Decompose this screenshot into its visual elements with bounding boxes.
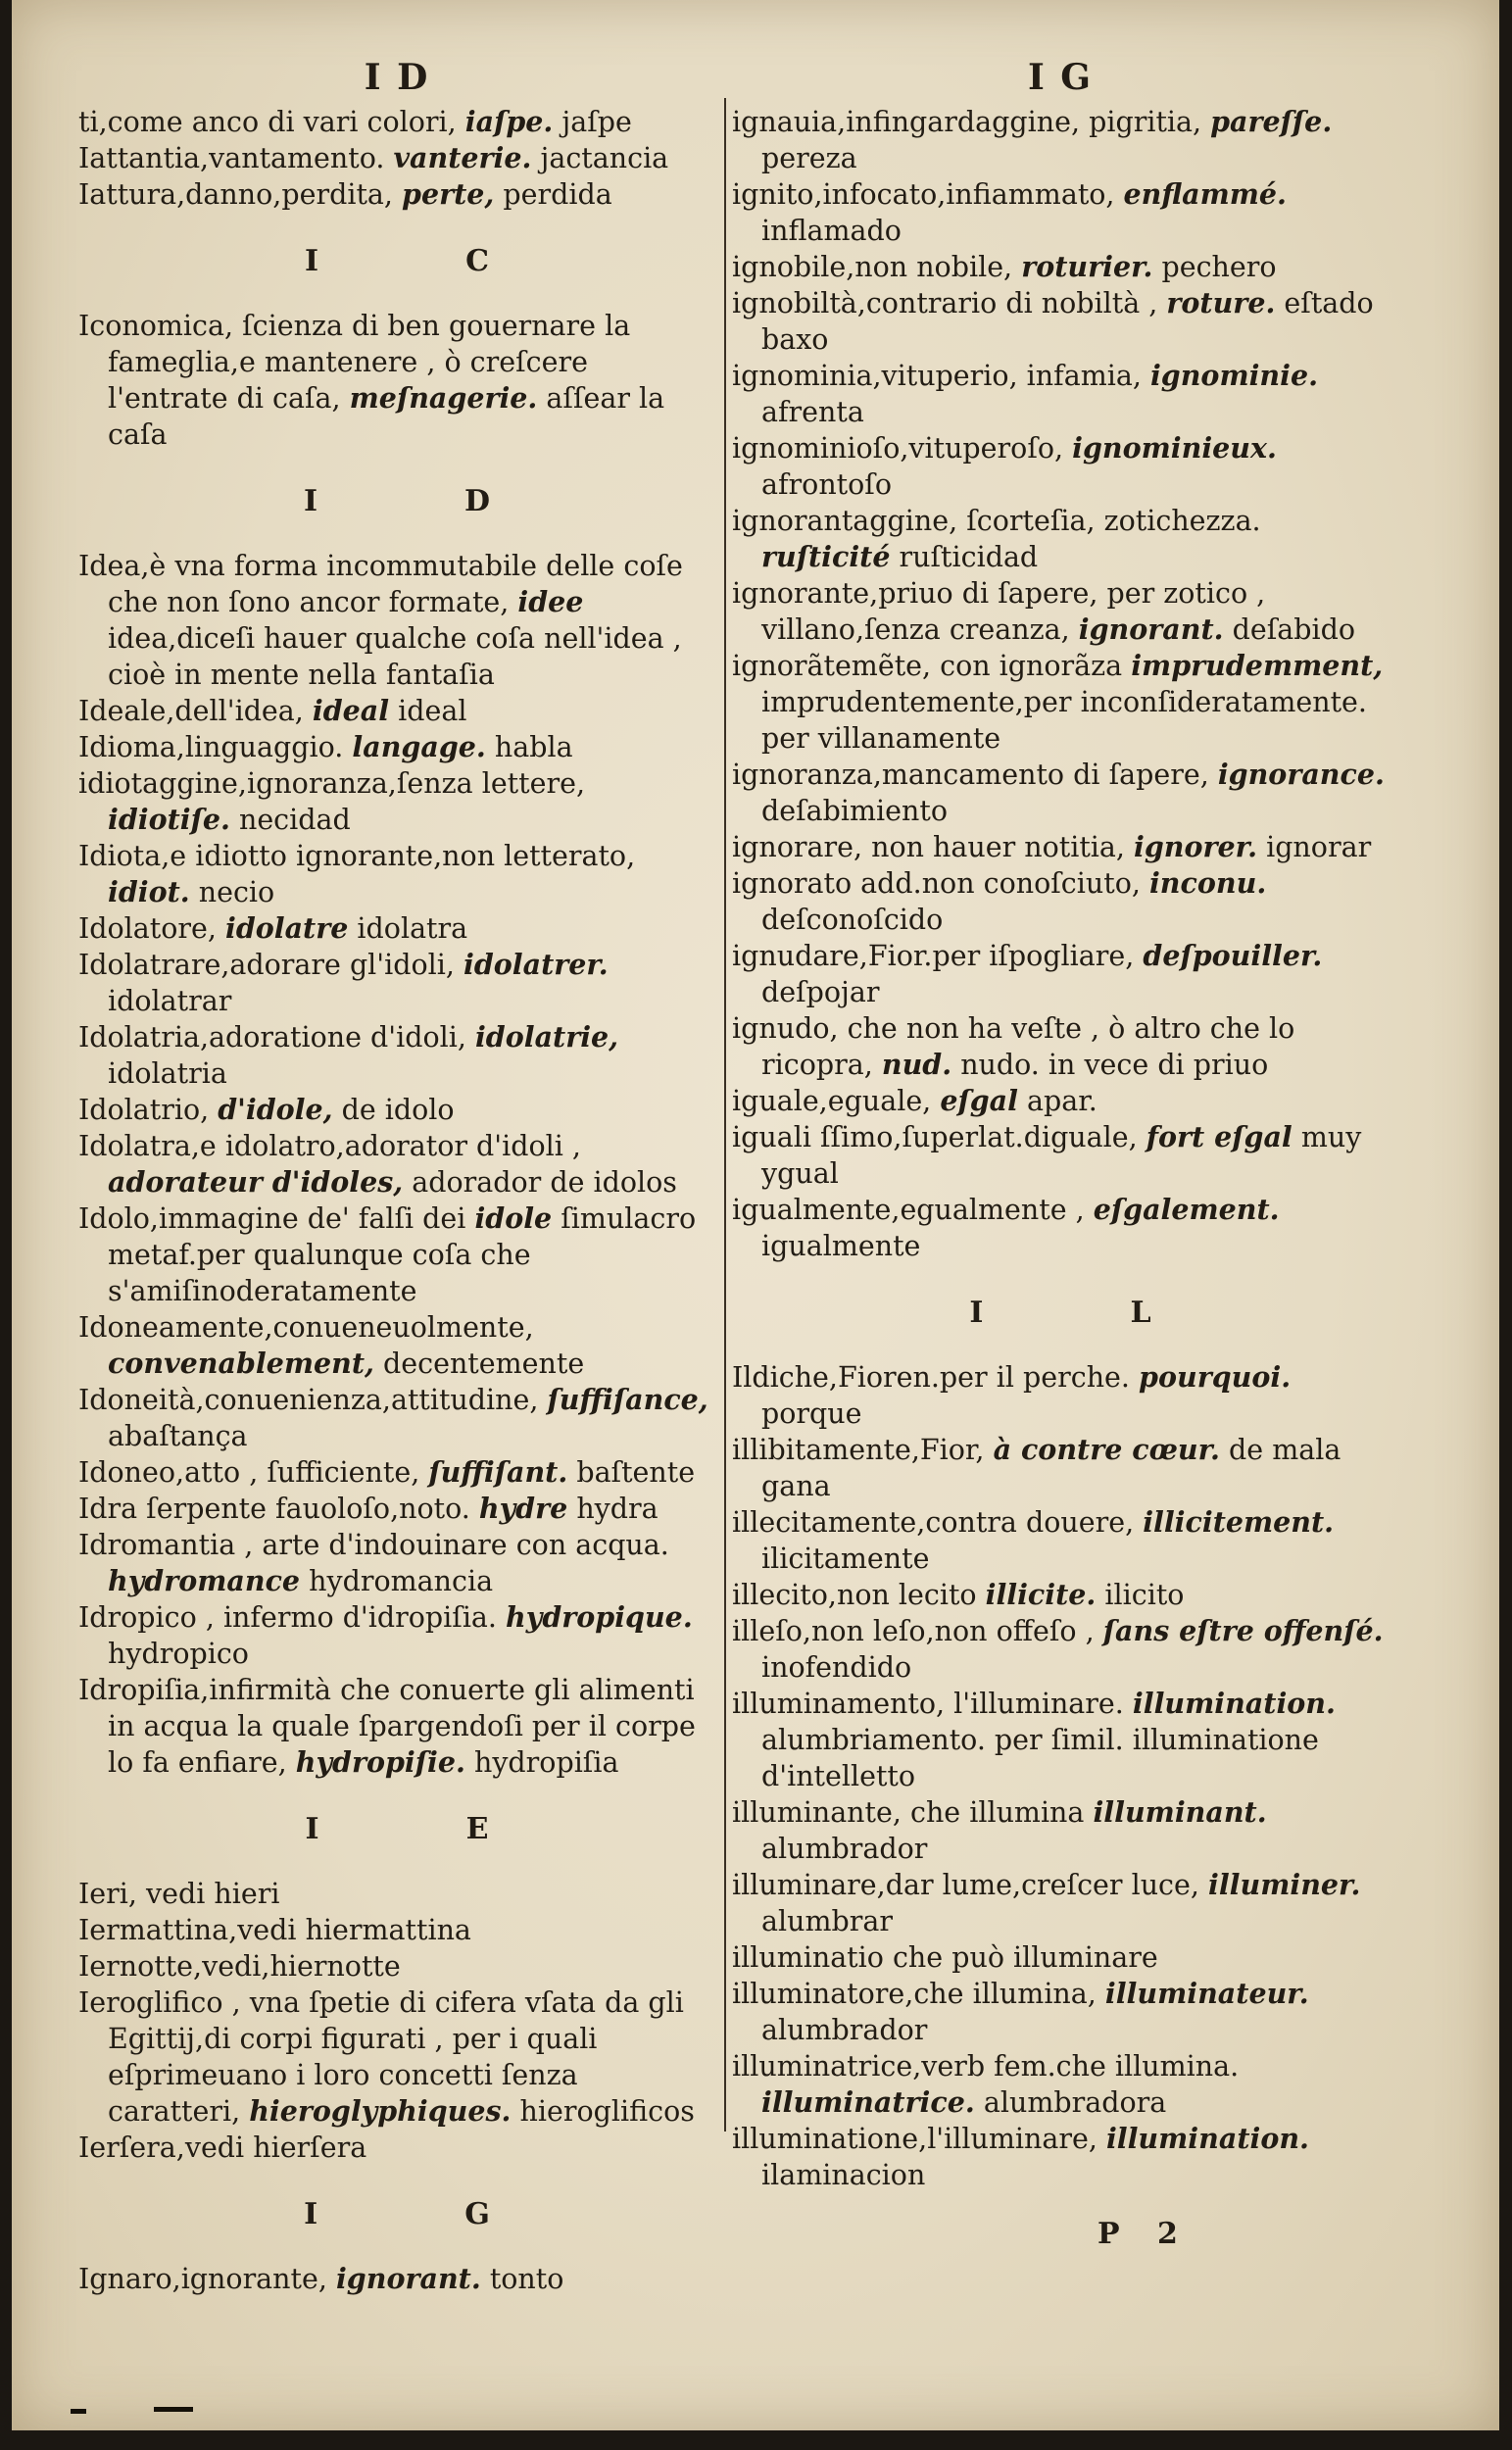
italian-definition: ignito,infocato,infiammato, [732,178,1124,211]
italian-definition: Idromantia , arte d'indouinare con acqua. [78,1529,669,1561]
french-equivalent: idolatre [225,911,349,945]
dictionary-entry [78,1491,715,1527]
section-heading [78,1812,715,1846]
french-equivalent: eſgal [940,1084,1018,1117]
italian-definition: Idioma,linguaggio. [78,731,353,763]
spanish-equivalent: idolatrar [108,985,232,1017]
dictionary-entry [732,648,1389,757]
french-equivalent: illicite. [985,1578,1097,1611]
section-heading [732,1296,1389,1330]
italian-definition: ignudo, che non ha veſte , ò altro che lo ricopra, [732,1012,1295,1081]
french-equivalent: iaſpe. [464,105,554,138]
spanish-equivalent: jactancia [531,142,669,174]
dictionary-entry [78,1382,715,1454]
italian-definition: Idea,è vna forma incommutabile delle coſe che non ſono ancor formate, [78,550,683,618]
italian-definition: Idolatrare,adorare gl'idoli, [78,949,464,981]
dictionary-entry [78,910,715,947]
french-equivalent: idolatrie, [474,1020,619,1054]
dictionary-entry [732,1577,1389,1613]
italian-definition: Idropico , infermo d'idropiſia. [78,1601,507,1634]
dictionary-entry [78,176,715,213]
italian-definition: Idolatrio, [78,1094,219,1126]
italian-definition: Idoneo,atto , ſufficiente, [78,1456,429,1489]
italian-definition: ti,come anco di vari colori, [78,106,465,138]
italian-definition: ignorare, non hauer notitia, [732,831,1135,863]
spanish-equivalent: ruſticidad [890,541,1039,573]
dictionary-entry [732,1359,1389,1432]
dictionary-entry [732,1010,1389,1083]
spanish-equivalent: idolatria [108,1057,227,1090]
dictionary-entry [78,1984,715,2130]
signature-mark: P 2 [1097,2217,1192,2251]
dictionary-entry [732,1613,1389,1686]
spanish-equivalent: ilicito [1096,1579,1185,1611]
italian-definition: illuminatione,l'illuminare, [732,2123,1106,2155]
french-equivalent: meſnagerie. [349,381,538,415]
dictionary-entry [732,1432,1389,1504]
spanish-equivalent: idolatra [348,912,468,945]
italian-definition: ignorãtemẽte, con ignorãza [732,650,1132,682]
italian-definition: ignudare,Fior.per iſpogliare, [732,940,1144,972]
spanish-equivalent: inflamado [761,215,902,247]
dictionary-entry [78,1092,715,1128]
french-equivalent: eſgalement. [1093,1193,1280,1226]
spanish-equivalent: perdida [494,178,612,211]
spanish-equivalent: inofendido [761,1651,912,1684]
dictionary-entry [78,838,715,910]
dictionary-entry [78,2261,715,2297]
french-equivalent: idole [474,1201,553,1235]
dictionary-entry [732,1976,1389,2048]
spanish-equivalent: baſtente [567,1456,696,1489]
spanish-equivalent: pereza [761,142,857,174]
dictionary-entry [732,757,1389,829]
spanish-equivalent: aſſear la caſa [108,382,665,451]
italian-definition: Ildiche,Fioren.per il perche. [732,1361,1140,1394]
french-equivalent: vanterie. [393,141,532,174]
italian-definition: Idra ſerpente fauoloſo,noto. [78,1493,479,1525]
section-letter: I [303,484,318,518]
italian-definition: Idiota,e idiotto ignorante,non letterato, [78,840,636,872]
left-column [78,57,715,2297]
italian-definition: illuminatrice,verb fem.che illumina. [732,2050,1240,2082]
spanish-equivalent: tonto [480,2263,564,2295]
italian-definition: illuminamento, l'illuminare. [732,1688,1133,1720]
spanish-equivalent: porque [761,1397,862,1430]
dictionary-entry [78,1019,715,1092]
section-letter: I [969,1296,984,1330]
italian-definition: Idoneità,conuenienza,attitudine, [78,1384,548,1416]
section-letter: D [464,484,491,518]
french-equivalent: illuminateur. [1104,1977,1309,2010]
dictionary-entry [732,358,1389,430]
french-equivalent: à contre cœur. [993,1433,1220,1466]
spanish-equivalent: deſabido [1223,613,1356,646]
italian-definition: idiotaggine,ignoranza,ſenza lettere, [78,767,586,800]
italian-definition: Iermattina,vedi hiermattina [78,1914,471,1946]
italian-definition: ignorantaggine, ſcorteſia, zotichezza. [732,505,1261,537]
dictionary-entry [732,430,1389,503]
section-heading [78,244,715,278]
italian-definition: Ieri, vedi hieri [78,1878,280,1910]
section-heading [78,484,715,518]
spanish-equivalent: abaſtança [108,1420,248,1452]
french-equivalent: illumination. [1132,1687,1336,1720]
french-equivalent: fort eſgal [1146,1120,1293,1153]
italian-definition: Ieroglifico , vna ſpetie di cifera vſata da gli Egittij,di corpi figurati , per i quali eſprimeuano i loro concetti ſenza caratteri, [78,1986,684,2128]
italian-definition: ignobiltà,contrario di nobiltà , [732,287,1167,319]
italian-definition: iguali ſſimo,ſuperlat.diguale, [732,1121,1146,1153]
italian-definition: ignominioſo,vituperoſo, [732,432,1073,465]
french-equivalent: nud. [881,1048,952,1081]
dictionary-entry [732,829,1389,865]
left-running-head: I D [364,57,430,98]
french-equivalent: illuminant. [1093,1795,1267,1829]
spanish-equivalent: igualmente [761,1230,921,1262]
french-equivalent: ſuffiſant. [428,1455,568,1489]
italian-definition: illeſo,non leſo,non offeſo , [732,1615,1103,1647]
italian-definition: Idoneamente,conueneuolmente, [78,1311,534,1344]
french-equivalent: enflammé. [1123,177,1287,211]
section-letter: I [304,2197,318,2231]
italian-definition: Iattura,danno,perdita, [78,178,403,211]
french-equivalent: adorateur d'idoles, [108,1165,404,1199]
french-equivalent: ignorer. [1134,830,1258,863]
spanish-equivalent: hieroglificos [511,2095,695,2128]
spanish-equivalent: nudo. in vece di priuo [951,1049,1269,1081]
french-equivalent: ſuffiſance, [547,1383,708,1416]
italian-definition: illuminatio che può illuminare [732,1941,1158,1974]
french-equivalent: ignominieux. [1072,431,1277,465]
dictionary-entry [78,1309,715,1382]
dictionary-entry [732,1794,1389,1867]
french-equivalent: illuminatrice. [761,2085,975,2119]
spanish-equivalent: pechero [1152,251,1277,283]
dictionary-entry [78,947,715,1019]
dictionary-entry [732,249,1389,285]
dictionary-entry [78,308,715,453]
french-equivalent: roture. [1166,286,1276,319]
section-letter: L [1130,1296,1151,1330]
spanish-equivalent: alumbrador [761,2014,928,2046]
french-equivalent: hydropique. [506,1600,693,1634]
french-equivalent: langage. [352,730,486,763]
italian-definition: illibitamente,Fior, [732,1434,994,1466]
spanish-equivalent: de idolo [332,1094,455,1126]
french-equivalent: ruſticité [761,540,891,573]
spanish-equivalent: alumbriamento. per ſimil. illuminatione d'intelletto [761,1724,1319,1792]
dictionary-entry [732,938,1389,1010]
french-equivalent: convenablement, [108,1347,374,1380]
dictionary-entry [78,1128,715,1200]
italian-definition: Idolatria,adoratione d'idoli, [78,1021,475,1054]
italian-definition: Ignaro,ignorante, [78,2263,336,2295]
spanish-equivalent: decentemente [373,1348,585,1380]
dictionary-entry [732,1119,1389,1192]
italian-definition: Iernotte,vedi,hiernotte [78,1950,401,1983]
dictionary-entry [732,503,1389,575]
dictionary-entry [78,1527,715,1599]
spanish-equivalent: deſpojar [761,976,880,1008]
spanish-equivalent: de mala gana [761,1434,1341,1502]
french-equivalent: ignorant. [335,2262,481,2295]
french-equivalent: ideal [312,694,390,727]
italian-definition: Ierſera,vedi hierſera [78,2132,367,2164]
spanish-equivalent: alumbrar [761,1905,893,1937]
left-entries [78,104,715,2297]
spanish-equivalent: ignorar [1257,831,1372,863]
spanish-equivalent: deſconoſcido [761,904,944,936]
right-entries [732,104,1389,2193]
french-equivalent: ignominie. [1149,359,1319,392]
spanish-equivalent: jaſpe [553,106,632,138]
spanish-equivalent: hydra [567,1493,658,1525]
spanish-equivalent: alumbradora [974,2086,1167,2119]
italian-definition: illuminatore,che illumina, [732,1978,1105,2010]
french-equivalent: ignorant. [1078,612,1224,646]
section-letter: C [465,244,489,278]
dictionary-entry [78,693,715,729]
spanish-equivalent: ideal [389,695,467,727]
dictionary-entry [78,1948,715,1984]
french-equivalent: hieroglyphiques. [249,2094,512,2128]
dictionary-page [12,0,1499,2430]
dictionary-entry [732,1192,1389,1264]
french-equivalent: idolatrer. [463,948,609,981]
dictionary-entry [78,765,715,838]
french-equivalent: illuminer. [1208,1868,1361,1901]
italian-definition: Iattantia,vantamento. [78,142,394,174]
dictionary-entry [732,865,1389,938]
right-running-head: I G [1027,57,1094,98]
french-equivalent: illumination. [1105,2122,1309,2155]
italian-definition: ignorato add.non conoſciuto, [732,867,1149,900]
spanish-equivalent: ſimulacro metaf.per qualunque coſa che s'amiſinoderatamente [108,1202,697,1307]
french-equivalent: hydre [478,1492,568,1525]
italian-definition: illuminare,dar lume,creſcer luce, [732,1869,1209,1901]
section-letter: G [464,2197,490,2231]
french-equivalent: inconu. [1148,866,1267,900]
spanish-equivalent: adorador de idolos [403,1166,677,1199]
dictionary-entry [78,1454,715,1491]
spanish-equivalent: necio [189,876,275,908]
spanish-equivalent: afrenta [761,396,864,428]
spanish-equivalent: apar. [1017,1085,1097,1117]
dictionary-entry [78,1200,715,1309]
spanish-equivalent: hydropiſia [464,1746,619,1779]
spanish-equivalent: eſtado baxo [761,287,1374,356]
spanish-equivalent: idea,diceſi hauer qualche coſa nell'idea , cioè in mente nella fantaſia [108,622,682,691]
dictionary-entry [732,1686,1389,1794]
italian-definition: Idropiſia,infirmità che conuerte gli alimenti in acqua la quale ſpargendoſi per il corpe lo fa enfiare, [78,1674,696,1779]
dictionary-entry [732,2048,1389,2121]
dictionary-entry [78,140,715,176]
french-equivalent: ſans eſtre offenſé. [1102,1614,1384,1647]
dictionary-entry [732,1867,1389,1939]
dictionary-entry [78,729,715,765]
dictionary-entry [732,1939,1389,1976]
spanish-equivalent: alumbrador [761,1833,928,1865]
spanish-equivalent: imprudentemente,per inconſideratamente. per villanamente [761,686,1367,755]
italian-definition: ignauia,infingardaggine, pigritia, [732,106,1211,138]
spanish-equivalent: afrontoſo [761,468,892,501]
french-equivalent: perte, [402,177,495,211]
edge-mark [71,2409,86,2414]
section-heading [78,2197,715,2231]
italian-definition: Ideale,dell'idea, [78,695,313,727]
dictionary-entry [732,2121,1389,2193]
italian-definition: Iconomica, ſcienza di ben gouernare la fameglia,e mantenere , ò creſcere l'entrate di caſa, [78,310,631,415]
french-equivalent: imprudemment, [1131,649,1384,682]
italian-definition: illecitamente,contra douere, [732,1506,1144,1539]
spanish-equivalent: necidad [229,804,351,836]
column-divider [724,98,726,2132]
section-letter: E [465,1812,489,1846]
dictionary-entry [78,1912,715,1948]
french-equivalent: illicitement. [1143,1505,1335,1539]
italian-definition: ignoranza,mancamento di ſapere, [732,759,1218,791]
french-equivalent: roturier. [1021,250,1153,283]
french-equivalent: idiotiſe. [108,803,230,836]
right-column [732,57,1389,2193]
spanish-equivalent: deſabimiento [761,795,948,827]
spanish-equivalent: muy ygual [761,1121,1362,1190]
french-equivalent: ignorance. [1217,758,1385,791]
french-equivalent: hydropiſie. [295,1745,465,1779]
section-letter: I [305,1812,319,1846]
italian-definition: Idolatore, [78,912,225,945]
italian-definition: Idolo,immagine de' falſi dei [78,1202,475,1235]
french-equivalent: pourquoi. [1139,1360,1292,1394]
french-equivalent: hydromance [108,1564,301,1597]
italian-definition: igualmente,egualmente , [732,1194,1094,1226]
spanish-equivalent: habla [485,731,573,763]
dictionary-entry [78,548,715,693]
edge-mark [154,2407,193,2412]
dictionary-entry [732,104,1389,176]
italian-definition: ignominia,vituperio, infamia, [732,360,1150,392]
italian-definition: illecito,non lecito [732,1579,986,1611]
spanish-equivalent: hydromancia [300,1565,494,1597]
dictionary-entry [78,1599,715,1672]
italian-definition: iguale,eguale, [732,1085,941,1117]
dictionary-entry [78,1876,715,1912]
dictionary-entry [78,1672,715,1781]
dictionary-entry [732,575,1389,648]
french-equivalent: d'idole, [218,1093,333,1126]
spanish-equivalent: hydropico [108,1638,249,1670]
dictionary-entry [732,176,1389,249]
dictionary-entry [78,104,715,140]
dictionary-entry [78,2130,715,2166]
italian-definition: ignorante,priuo di ſapere, per zotico , villano,ſenza creanza, [732,577,1266,646]
spanish-equivalent: ilicitamente [761,1543,930,1575]
french-equivalent: deſpouiller. [1143,939,1323,972]
dictionary-entry [732,1504,1389,1577]
french-equivalent: idee [517,585,584,618]
italian-definition: ignobile,non nobile, [732,251,1022,283]
spanish-equivalent: ilaminacion [761,2159,926,2191]
french-equivalent: idiot. [108,875,190,908]
french-equivalent: pareſſe. [1210,105,1333,138]
dictionary-entry [732,1083,1389,1119]
dictionary-entry [732,285,1389,358]
italian-definition: illuminante, che illumina [732,1796,1094,1829]
italian-definition: Idolatra,e idolatro,adorator d'idoli , [78,1130,581,1162]
section-letter: I [305,244,319,278]
